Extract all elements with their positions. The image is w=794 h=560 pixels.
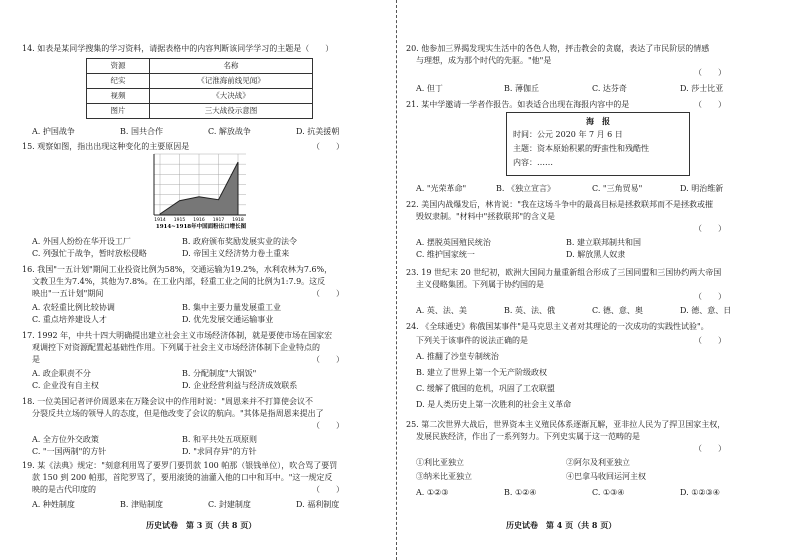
option-b[interactable]: B. 政府颁布奖励发展实业的法令: [182, 237, 297, 246]
q18-line: 分裂反共立场的领导人的态度，但是他改变了会议的航向。"其体是指周恩来提出了: [32, 409, 324, 418]
q18-answer-paren[interactable]: （ ）: [312, 421, 344, 430]
q25-items-row1: [416, 458, 630, 468]
q22-line: 毁奴隶制。"材料中"拯救联邦"的含义是: [416, 212, 556, 221]
chart-tick-label: 1914: [154, 218, 166, 223]
table-row: [87, 89, 313, 104]
q20-answer-paren[interactable]: （ ）: [694, 68, 726, 77]
q24-answer-paren[interactable]: （ ）: [694, 336, 726, 345]
option-b[interactable]: B. 集中主要力量发展重工业: [182, 303, 281, 312]
poster-line: 时间：公元 2020 年 7 月 6 日: [513, 130, 623, 139]
table-row: [87, 104, 313, 119]
left-page: [0, 0, 396, 560]
chart-tick-label: 1917: [212, 218, 225, 223]
q25-line: 发展民族经济，作出了一系列努力。下列史实属于这一范畴的是: [416, 432, 640, 441]
option-c[interactable]: C. 达芬奇: [592, 84, 627, 93]
table-header-cell: 资源: [87, 59, 150, 74]
q17-answer-paren[interactable]: （ ）: [312, 355, 344, 364]
q18-line: 18. 一位美国记者评价周恩来在万隆会议中的作用时说："周恩来并不打算使会议不: [22, 397, 313, 406]
option-d[interactable]: D. 德、意、日: [680, 306, 732, 315]
option-b[interactable]: B. 建立联邦制共和国: [566, 238, 641, 247]
q16-options-row2: [32, 315, 273, 325]
option-a[interactable]: A. 英、法、美: [416, 306, 467, 315]
option-c[interactable]: C. 缓解了俄国的危机，巩固了工农联盟: [416, 384, 555, 393]
table-cell: 《大决战》: [150, 89, 313, 104]
option-a[interactable]: A. "光荣革命": [416, 184, 467, 193]
option-d[interactable]: D. ①②③④: [680, 488, 720, 497]
q14-table: [86, 58, 313, 119]
q23-options: [416, 306, 731, 316]
page-divider: [396, 0, 397, 560]
q16-options-row1: [32, 303, 281, 313]
q21-stem: 21. 某中学邀请一学者作报告。如表适合出现在海报内容中的是: [406, 100, 630, 109]
list-item: ①利比亚独立: [416, 458, 464, 467]
option-d[interactable]: D. 福利制度: [296, 500, 340, 509]
q23-line: 主义侵略集团。下列属于协约国的是: [416, 280, 544, 289]
table-cell: 《记淮海前线见闻》: [150, 74, 313, 89]
poster-line: 内容：……: [513, 158, 553, 167]
q19-line: 映的是古代印度的: [32, 485, 96, 494]
table-cell: 图片: [87, 104, 150, 119]
table-cell: 三大战役示意图: [150, 104, 313, 119]
flour-export-chart: [146, 152, 256, 232]
option-a[interactable]: A. 护国战争: [32, 127, 75, 136]
option-a[interactable]: A. 但丁: [416, 84, 443, 93]
option-d[interactable]: D. 帝国主义经济势力卷土重来: [182, 249, 290, 258]
chart-tick-label: 1918: [232, 218, 244, 223]
chart-tick-label: 1915: [173, 218, 186, 223]
option-a[interactable]: A. 全方位外交政策: [32, 435, 99, 444]
option-c[interactable]: C. 解放战争: [208, 127, 251, 136]
list-item: ④巴拿马收回运河主权: [566, 472, 646, 481]
q15-stem: 15. 观察如图，指出出现这种变化的主要原因是: [22, 142, 190, 151]
q21-answer-paren[interactable]: （ ）: [694, 100, 726, 109]
option-a[interactable]: A. 农轻重比例比较协调: [32, 303, 115, 312]
q16-line: 映出"一五计划"期间: [32, 289, 104, 298]
option-b[interactable]: B. 建立了世界上第一个无产阶级政权: [416, 368, 547, 377]
right-page: [398, 0, 794, 560]
q17-options-row1: [32, 369, 256, 379]
q22-options-row1: [416, 238, 641, 248]
option-c[interactable]: C. 封建制度: [208, 500, 251, 509]
q19-line: 款 150 到 200 帕那，首陀罗骂了，要用滚烫的油灌入他的口中和耳中。"这一规定反: [32, 473, 333, 482]
table-cell: 纪实: [87, 74, 150, 89]
option-b[interactable]: B. ①②④: [504, 488, 537, 497]
q24-line: 下列关于该事件的说法正确的是: [416, 336, 528, 345]
q22-line: 22. 美国内战爆发后，林肯说："我在这场斗争中的最高目标是拯救联邦而不是拯救或摧: [406, 200, 713, 209]
page-footer: 历史试卷 第 3 页（共 8 页）: [146, 520, 257, 530]
q15-options-row1: [32, 237, 297, 247]
list-item: ③纳米比亚独立: [416, 472, 472, 481]
q25-items-row2: [416, 472, 646, 482]
option-a[interactable]: A. 种姓制度: [32, 500, 75, 509]
option-d[interactable]: D. 抗美援朝: [296, 127, 340, 136]
q21-options: [416, 184, 723, 194]
option-d[interactable]: D. 企业经营利益与经济成效联系: [182, 381, 298, 390]
q19-answer-paren[interactable]: （ ）: [312, 485, 344, 494]
q22-answer-paren[interactable]: （ ）: [694, 224, 726, 233]
q14-options: [32, 127, 339, 137]
chart-tick-label: 1916: [193, 218, 205, 223]
option-b[interactable]: B. 薄伽丘: [504, 84, 539, 93]
q18-options-row2: [32, 447, 257, 457]
option-a[interactable]: A. 摆脱英国殖民统治: [416, 238, 491, 247]
option-b[interactable]: B. 《独立宣言》: [496, 184, 555, 193]
table-row: [87, 74, 313, 89]
q23-answer-paren[interactable]: （ ）: [694, 292, 726, 301]
q16-answer-paren[interactable]: （ ）: [312, 289, 344, 298]
q23-line: 23. 19 世纪末 20 世纪初，欧洲大国间力量重新组合形成了三国同盟和三国协约两大帝国: [406, 268, 722, 277]
option-a[interactable]: A. ①②③: [416, 488, 449, 497]
q15-answer-paren[interactable]: （ ）: [312, 142, 344, 151]
table-cell: 视频: [87, 89, 150, 104]
option-b[interactable]: B. 津贴制度: [120, 500, 163, 509]
option-b[interactable]: B. 和平共处五项原则: [182, 435, 257, 444]
q25-answer-paren[interactable]: （ ）: [694, 444, 726, 453]
q17-line: 是: [32, 355, 40, 364]
q24-line: 24. 《全球通史》称俄国某事件"是马克思主义者对其理论的一次成功的实践性试验"。: [406, 322, 709, 331]
option-a[interactable]: A. 推翻了沙皇专制统治: [416, 352, 499, 361]
q17-line: 观调控下对资源配置起基础性作用。下列属于社会主义市场经济体制下企业特点的: [32, 343, 320, 352]
q20-line: 与理想，成为那个时代的先驱。"他"是: [416, 56, 552, 65]
poster-line: 主题：资本原始积累的野蛮性和残酷性: [513, 144, 649, 153]
option-d[interactable]: D. 是人类历史上第一次胜利的社会主义革命: [416, 400, 572, 409]
chart-x-ticks: [154, 217, 244, 223]
option-d[interactable]: D. "求同存异"的方针: [182, 447, 257, 456]
option-c[interactable]: C. 列强忙于战争，暂时放松侵略: [32, 249, 147, 258]
q14-stem: 14. 如表是某同学搜集的学习资料，请据表格中的内容判断该同学学习的主题是（ ）: [22, 44, 334, 53]
option-c[interactable]: C. 德、意、奥: [592, 306, 643, 315]
q22-options-row2: [416, 250, 625, 260]
table-row: [87, 59, 313, 74]
option-c[interactable]: C. 重点培养建设人才: [32, 315, 107, 324]
option-d[interactable]: D. 解放黑人奴隶: [566, 250, 626, 259]
q19-options: [32, 500, 339, 510]
poster-title: 海 报: [586, 116, 610, 126]
option-d[interactable]: D. 莎士比亚: [680, 84, 724, 93]
q19-line: 19. 某《法典》规定："刻意利用骂了要罗门要罚款 100 帕那（银钱单位），吹合骂了要罚: [22, 461, 338, 470]
q21-poster: [506, 112, 690, 176]
q25-line: 25. 第二次世界大战后，世界资本主义殖民体系逐渐瓦解，亚非拉人民为了捍卫国家主权，: [406, 420, 726, 429]
q16-line: 文教卫生为7.4%，其他为7.8%。在工业内部，轻重工业之间的比例为1:7.9。这反: [32, 277, 326, 286]
page-footer: 历史试卷 第 4 页（共 8 页）: [506, 520, 617, 530]
chart-caption: 1914~1918年中国面粉出口增长图: [155, 224, 247, 230]
option-b[interactable]: B. 英、法、俄: [504, 306, 555, 315]
q25-options: [416, 488, 720, 498]
option-c[interactable]: C. 企业没有自主权: [32, 381, 99, 390]
option-d[interactable]: D. 优先发展交通运输事业: [182, 315, 274, 324]
option-a[interactable]: A. 政企职责不分: [32, 369, 91, 378]
option-c[interactable]: C. "一国两制"的方针: [32, 447, 107, 456]
option-c[interactable]: C. 维护国家统一: [416, 250, 475, 259]
option-d[interactable]: D. 明治维新: [680, 184, 724, 193]
q16-line: 16. 我国"一五计划"期间工业投资比例为58%，交通运输为19.2%，水利农林为7.6%，: [22, 265, 333, 274]
option-c[interactable]: C. "三角贸易": [592, 184, 643, 193]
q17-options-row2: [32, 381, 297, 391]
table-header-cell: 名称: [150, 59, 313, 74]
list-item: ②阿尔及利亚独立: [566, 458, 630, 467]
q17-line: 17. 1992 年，中共十四大明确提出建立社会主义市场经济体制，就是要使市场在国家宏: [22, 331, 333, 340]
q20-line: 20. 他参加三界揭发现实生活中的各色人物，抨击教会的贪腐，表达了市民阶层的情感: [406, 44, 710, 53]
option-c[interactable]: C. ①③④: [592, 488, 625, 497]
q20-options: [416, 84, 723, 94]
option-a[interactable]: A. 外国人纷纷在华开设工厂: [32, 237, 131, 246]
q15-options-row2: [32, 249, 289, 259]
option-b[interactable]: B. 分配制度"大锅饭": [182, 369, 257, 378]
option-b[interactable]: B. 国共合作: [120, 127, 163, 136]
q18-options-row1: [32, 435, 257, 445]
